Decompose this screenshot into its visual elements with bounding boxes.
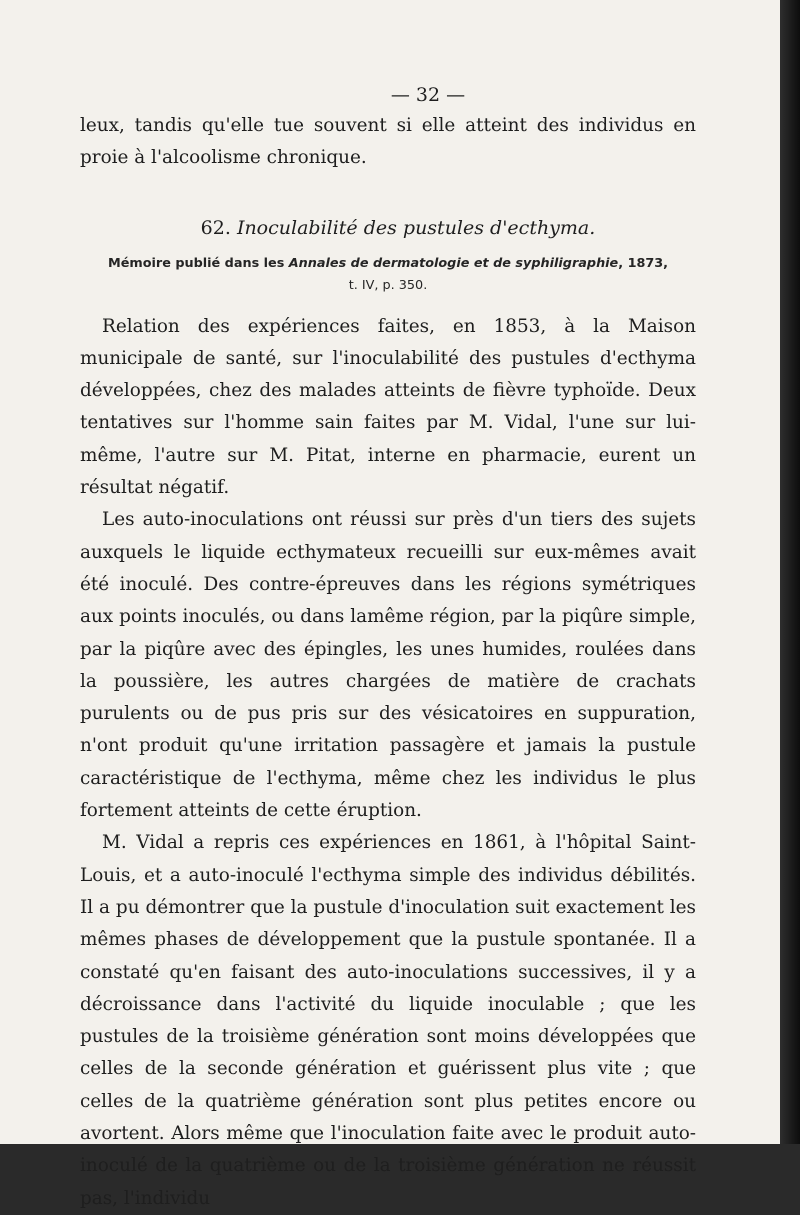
memoir-reference xyxy=(80,253,696,275)
opening-paragraph: leux, tandis qu'elle tue souvent si elle atteint des individus en proie à l'alcoolisme chronique. xyxy=(80,115,696,169)
section-heading xyxy=(100,215,696,241)
memoir-year: , 1873, xyxy=(618,255,669,271)
section-number: 62. xyxy=(200,216,231,239)
memoir-location: t. IV, p. 350. xyxy=(348,277,428,293)
section-title: Inoculabilité des pustules d'ecthyma. xyxy=(236,216,596,239)
page-content xyxy=(80,80,696,1215)
relation-paragraph: Relation des expériences faites, en 1853, à la Maison municipale de santé, sur l'inoculabilité des pustules d'ecthyma développées, chez des malades atteints de fièvre typhoïde. Deux tentatives sur l'homme sain faites par M. Vidal, l'une sur lui-même, l'autre sur M. Pitat, interne en pharmacie, eurent un résultat négatif. xyxy=(80,315,696,499)
memoir-prefix: Mémoire publié dans les xyxy=(107,255,289,271)
memoir-journal: Annales de dermatologie et de syphiligraphie xyxy=(288,255,619,271)
page-number: — 32 — xyxy=(390,84,466,106)
vidal-paragraph: M. Vidal a repris ces expériences en 1861, à l'hôpital Saint-Louis, et a auto-inoculé l'ecthyma simple des individus débilités. Il a pu démontrer que la pustule d'inoculation suit exactement les mêmes phases de développement que la pustule spontanée. Il a constaté qu'en faisant des auto-inoculations successives, il y a décroissance dans l'activité du liquide inoculable ; que les pustules de la troisième génération sont moins développées que celles de la seconde génération et guérissent plus vite ; que celles de la quatrième génération sont plus petites encore ou avortent. Alors même que l'inoculation faite avec le produit auto-inoculé de la quatrième ou de la troisième génération ne réussit pas, l'individu xyxy=(80,832,696,1209)
page-edge-shadow xyxy=(780,0,800,1144)
auto-inoculations-paragraph: Les auto-inoculations ont réussi sur près d'un tiers des sujets auxquels le liquide ecthymateux recueilli sur eux-mêmes avait été inoculé. Des contre-épreuves dans les régions symétriques aux points inoculés, ou dans lamême région, par la piqûre simple, par la piqûre avec des épingles, les unes humides, roulées dans la poussière, les autres chargées de matière de crachats purulents ou de pus pris sur des vésicatoires en suppuration, n'ont produit qu'une irritation passagère et jamais la pustule caractéristique de l'ecthyma, même chez les individus le plus fortement atteints de cette éruption. xyxy=(80,509,696,822)
